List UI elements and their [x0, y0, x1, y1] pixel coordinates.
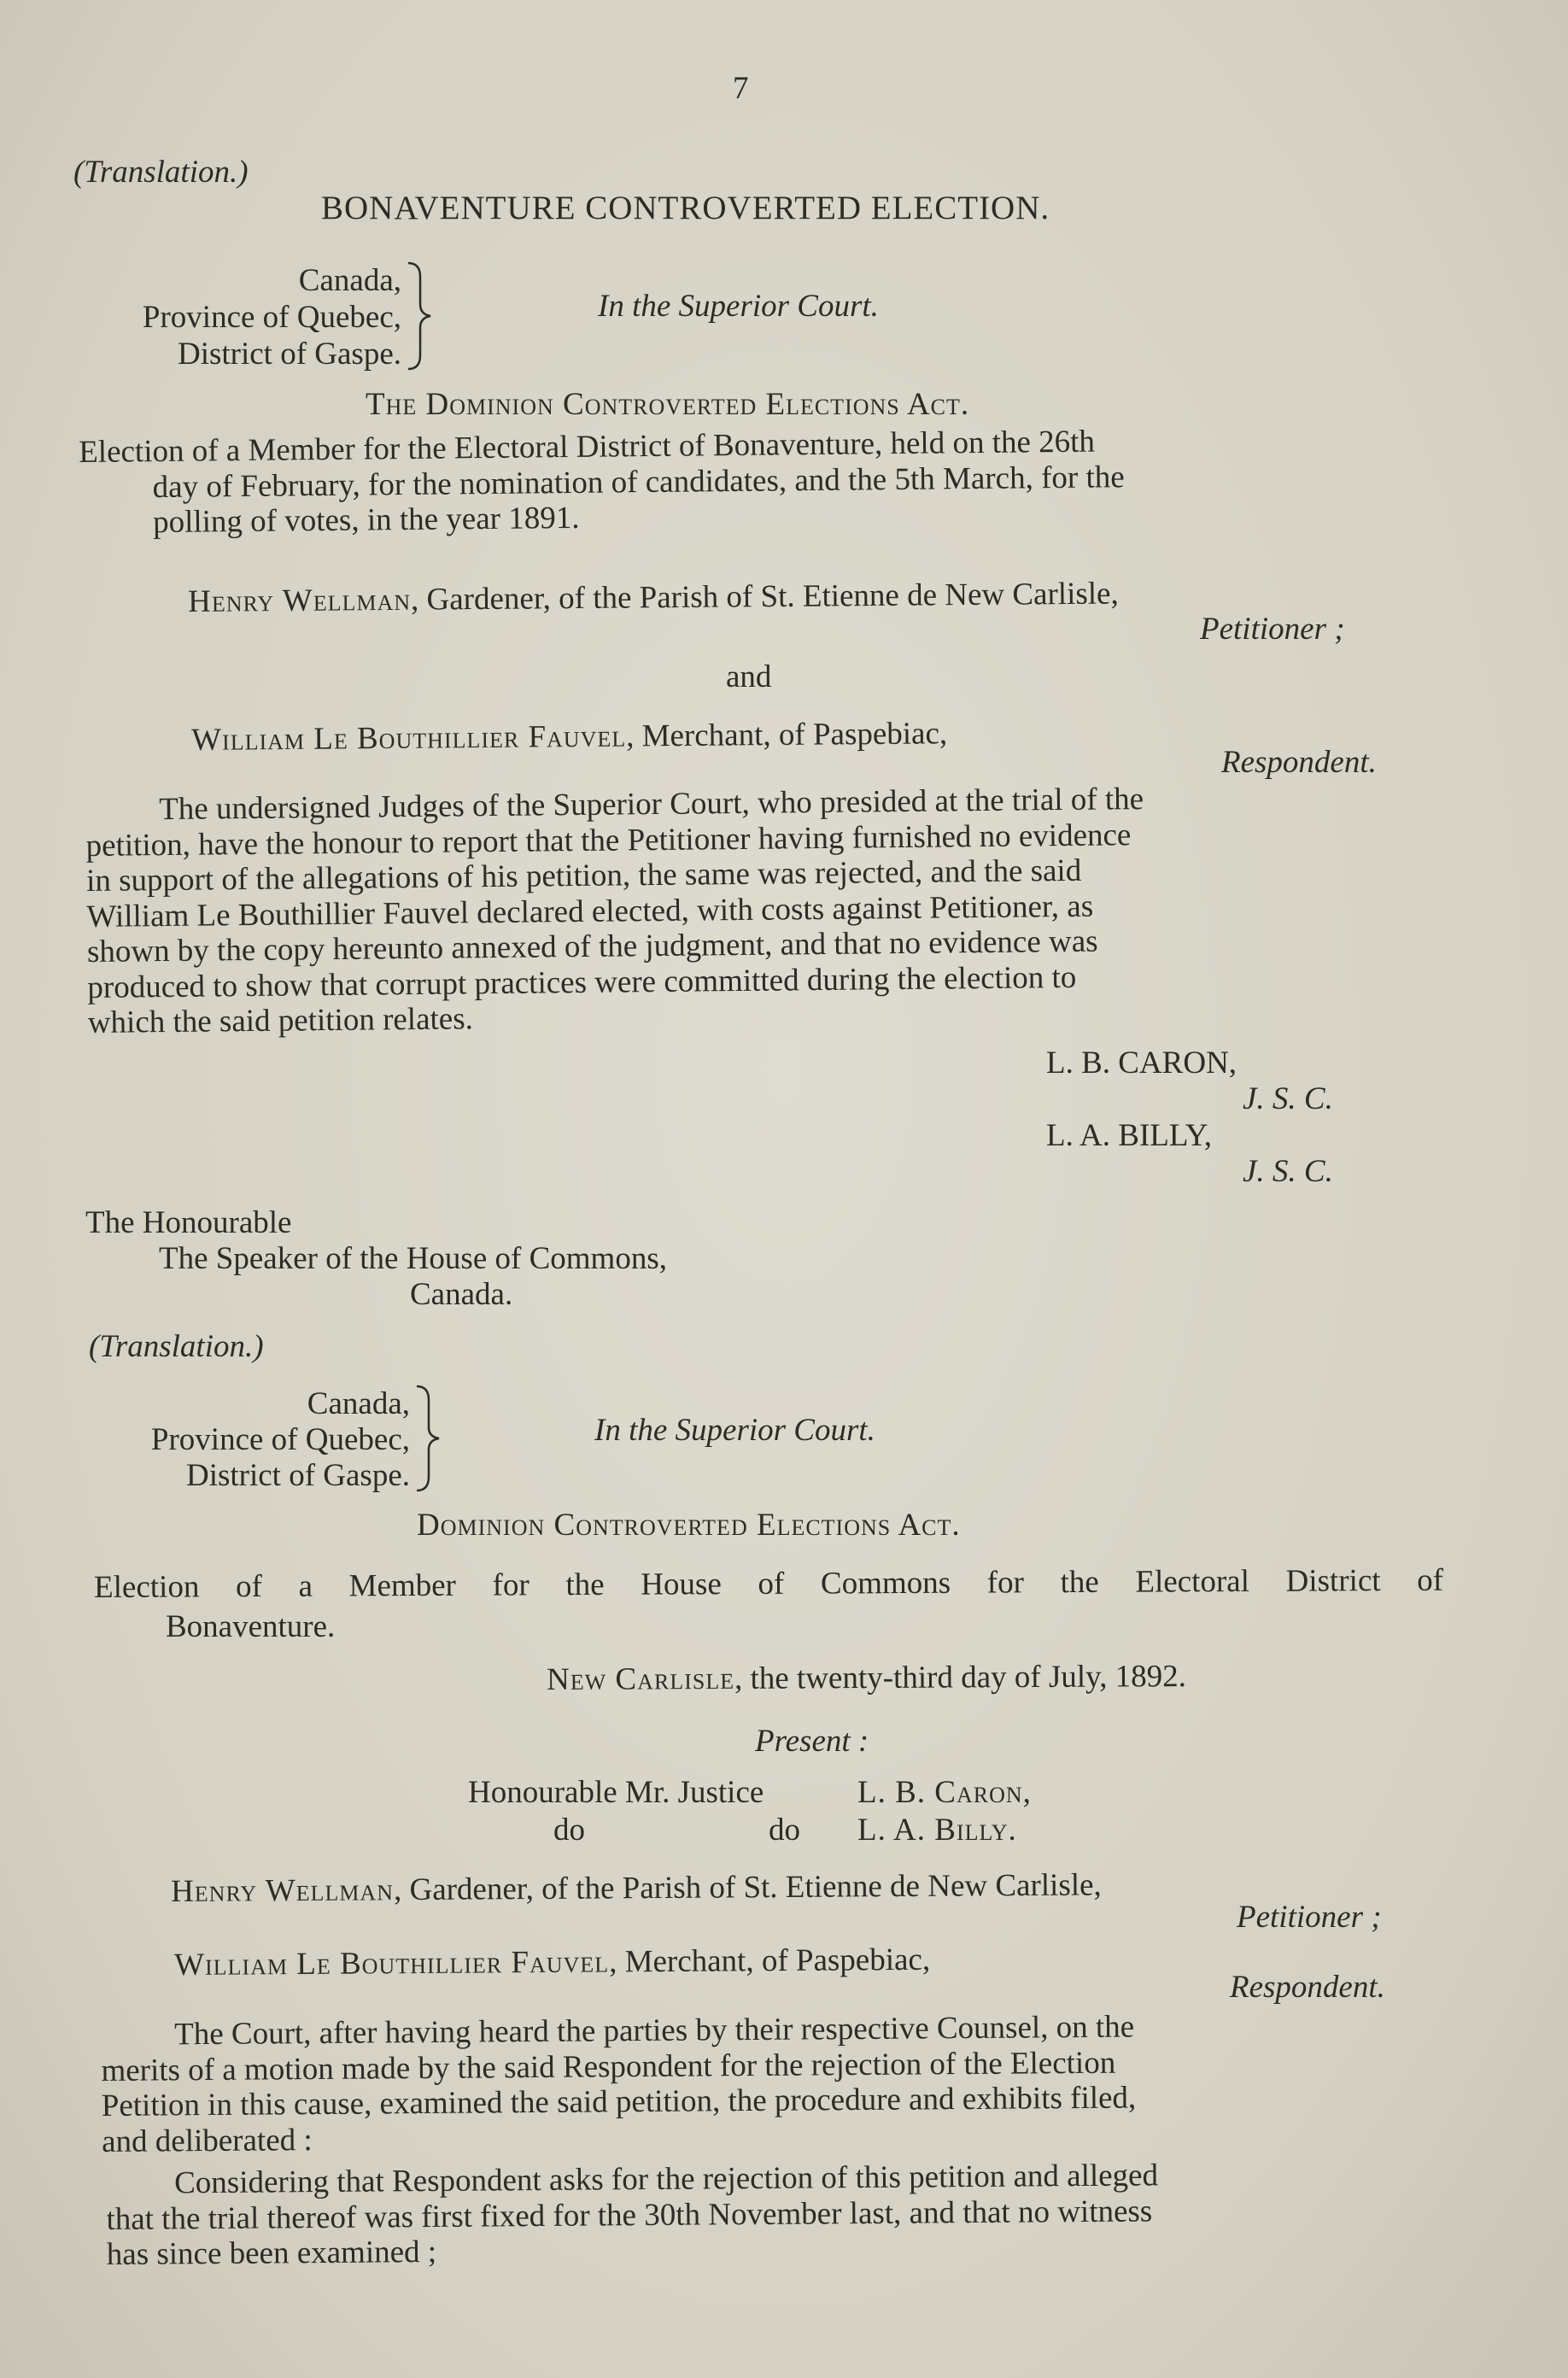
respondent-role-2: Respondent.: [1230, 1970, 1385, 2005]
signature-billy: L. A. BILLY,: [1046, 1118, 1212, 1153]
court-line-4: and deliberated :: [101, 2122, 313, 2159]
judge-line-2-do-1: do: [553, 1813, 585, 1848]
signature-caron-title: J. S. C.: [1243, 1081, 1333, 1116]
report-line-6: produced to show that corrupt practices were committed during the election to: [87, 959, 1077, 1005]
considering-line-3: has since been examined ;: [106, 2234, 437, 2272]
report-line-2: petition, have the honour to report that the Petitioner having furnished no evidence: [85, 817, 1132, 864]
petitioner-role-2: Petitioner ;: [1237, 1900, 1382, 1935]
petitioner-role-1: Petitioner ;: [1200, 612, 1345, 647]
election-line-1: Election of a Member for the Electoral District of Bonaventure, held on the 26th: [79, 424, 1096, 470]
considering-line-1: Considering that Respondent asks for the rejection of this petition and alleged: [173, 2158, 1159, 2201]
translation-label-2: (Translation.): [89, 1329, 264, 1364]
jurisdiction-brace-1: [405, 260, 434, 372]
report-line-7: which the said petition relates.: [87, 1001, 474, 1040]
election-line-3: polling of votes, in the year 1891.: [152, 500, 580, 541]
petitioner-line-2: [171, 1869, 1102, 1907]
considering-paragraph: [106, 2156, 1454, 2273]
judge-line-2-name: L. A. Billy.: [857, 1813, 1017, 1848]
present-label: Present :: [755, 1724, 869, 1759]
election-description-1: [79, 420, 1429, 541]
respondent-desc-1: , Merchant, of Paspebiac,: [625, 716, 948, 754]
page-number: 7: [733, 71, 749, 106]
election2-line-1: Election of a Member for the House of Commons for the Electoral District of: [93, 1562, 1444, 1605]
addressee-line-1: The Honourable: [85, 1205, 292, 1240]
jurisdiction-line-3: District of Gaspe.: [177, 337, 401, 372]
main-title: BONAVENTURE CONTROVERTED ELECTION.: [321, 190, 1050, 226]
jurisdiction2-line-2: Province of Quebec,: [150, 1422, 410, 1457]
jurisdiction2-line-1: Canada,: [307, 1386, 410, 1421]
and-word: and: [726, 659, 772, 694]
report-line-5: shown by the copy hereunto annexed of the judgment, and that no evidence was: [86, 923, 1098, 969]
report-line-1: The undersigned Judges of the Superior Court, who presided at the trial of the: [158, 782, 1144, 828]
place-date-line: [547, 1660, 1186, 1696]
judge-line-1-prefix: Honourable Mr. Justice: [468, 1775, 764, 1810]
act-heading-2: Dominion Controverted Elections Act.: [417, 1508, 961, 1543]
petitioner-name-2: Henry Wellman: [170, 1872, 395, 1909]
court-label-1: In the Superior Court.: [598, 289, 879, 324]
date-text: , the twenty-third day of July, 1892.: [734, 1659, 1187, 1696]
report-paragraph: [85, 778, 1437, 1040]
addressee-line-3: Canada.: [410, 1277, 513, 1312]
petitioner-desc-2: , Gardener, of the Parish of St. Etienne de New Carlisle,: [393, 1867, 1102, 1908]
jurisdiction-line-2: Province of Quebec,: [142, 300, 401, 335]
translation-label-1: (Translation.): [73, 155, 249, 190]
report-line-3: in support of the allegations of his petition, the same was rejected, and the said: [85, 852, 1082, 899]
court-label-2: In the Superior Court.: [594, 1413, 875, 1448]
considering-line-2: that the trial thereof was first fixed for the 30th November last, and that no witness: [106, 2193, 1153, 2237]
court-paragraph: [101, 2007, 1449, 2159]
petitioner-line-1: [188, 577, 1119, 618]
judge-line-1-name: L. B. Caron,: [857, 1775, 1032, 1810]
petitioner-name-1: Henry Wellman: [187, 582, 412, 619]
court-line-2: merits of a motion made by the said Respondent for the rejection of the Election: [101, 2045, 1116, 2088]
court-line-3: Petition in this cause, examined the said petition, the procedure and exhibits filed,: [101, 2080, 1137, 2123]
act-heading-1: The Dominion Controverted Elections Act.: [366, 387, 970, 422]
respondent-desc-2: , Merchant, of Paspebiac,: [608, 1942, 931, 1980]
respondent-name-2: William Le Bouthillier Fauvel: [173, 1944, 610, 1983]
election2-line-2: Bonaventure.: [166, 1609, 336, 1644]
addressee-line-2: The Speaker of the House of Commons,: [159, 1241, 667, 1276]
jurisdiction-brace-2: [413, 1383, 442, 1494]
election-line-2: day of February, for the nomination of candidates, and the 5th March, for the: [152, 459, 1125, 505]
signature-billy-title: J. S. C.: [1243, 1154, 1333, 1189]
jurisdiction2-line-3: District of Gaspe.: [185, 1458, 410, 1493]
report-line-4: William Le Bouthillier Fauvel declared elected, with costs against Petitioner, as: [86, 888, 1094, 934]
respondent-role-1: Respondent.: [1221, 745, 1377, 780]
jurisdiction-line-1: Canada,: [298, 263, 401, 298]
respondent-name-1: William Le Bouthillier Fauvel: [190, 718, 627, 758]
court-line-1: The Court, after having heard the parties by their respective Counsel, on the: [173, 2009, 1135, 2053]
place-name: New Carlisle: [546, 1660, 735, 1697]
respondent-line-2: [174, 1944, 930, 1981]
signature-caron: L. B. CARON,: [1046, 1046, 1237, 1081]
judge-line-2-do-2: do: [769, 1813, 800, 1848]
petitioner-desc-1: , Gardener, of the Parish of St. Etienne de New Carlisle,: [410, 576, 1119, 618]
respondent-line-1: [191, 718, 947, 756]
